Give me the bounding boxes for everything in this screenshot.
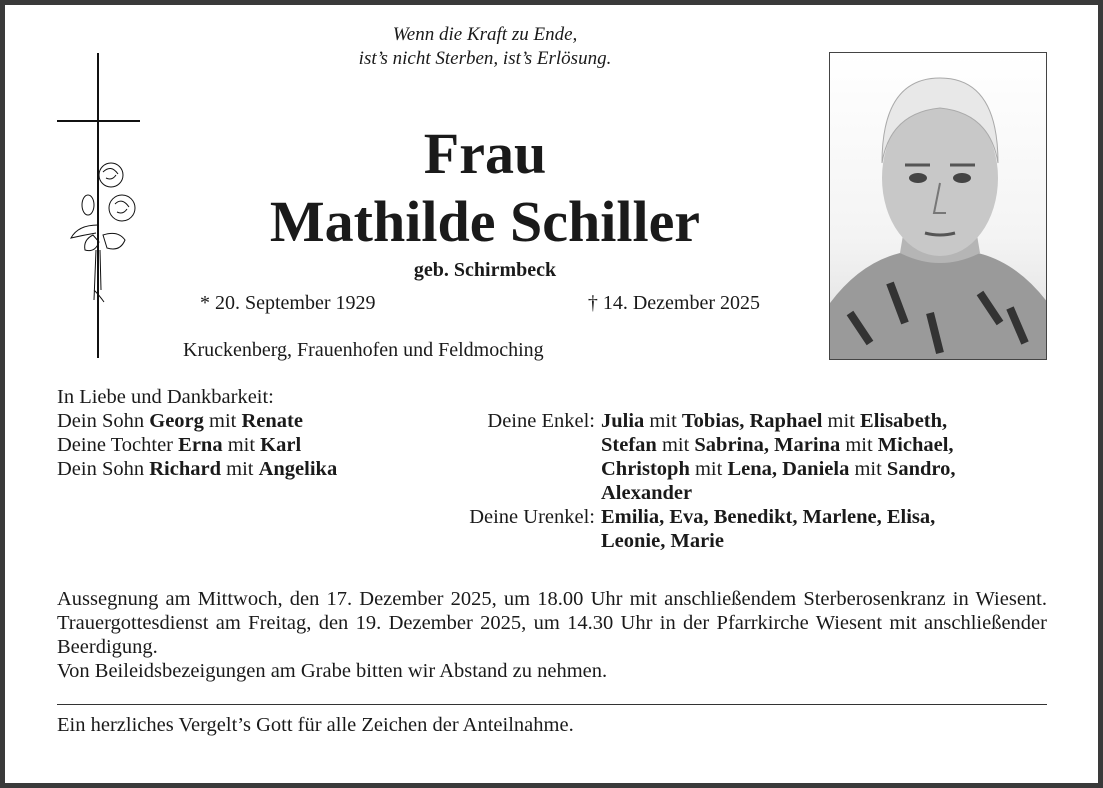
cross-with-roses-icon — [53, 50, 153, 365]
connector: mit — [822, 410, 861, 432]
name: Elisabeth, — [860, 410, 948, 432]
motto-line: Wenn die Kraft zu Ende, — [392, 24, 578, 45]
great-grandchildren-line: Leonie, Marie — [601, 530, 724, 552]
thanks-line: Ein herzliches Vergelt’s Gott für alle Zeichen der Anteilnahme. — [57, 714, 574, 736]
child-entry: Dein Sohn Richard mit Angelika — [57, 458, 338, 480]
grandchildren-line — [601, 457, 955, 481]
service-info — [57, 587, 1047, 683]
children-list — [57, 385, 337, 481]
name: Alexander — [601, 482, 693, 504]
grandchildren-labels — [305, 409, 595, 529]
birth-date: * 20. September 1929 — [200, 292, 376, 314]
condolence-note: Von Beileidsbezeigungen am Grabe bitten wir Abstand zu nehmen. — [57, 660, 608, 682]
motto-quote — [155, 23, 815, 71]
grandchildren-line — [601, 433, 955, 457]
places: Kruckenberg, Frauenhofen und Feldmoching — [183, 339, 544, 361]
name: Sabrina, Marina — [694, 434, 841, 456]
name: Lena, Daniela — [727, 458, 850, 480]
grandchildren-line — [601, 481, 955, 505]
name: Christoph — [601, 458, 690, 480]
birth-name: geb. Schirmbeck — [413, 259, 557, 281]
name: Julia — [601, 410, 645, 432]
service-details: Aussegnung am Mittwoch, den 17. Dezember 2025, um 18.00 Uhr mit anschließendem Sterberosenkranz in Wiesent. Trauergottesdienst am Freitag, den 19. Dezember 2025, um 14.30 Uhr in der Pfarrkirche Wiesent mit anschließender Beerdigung. — [57, 588, 1047, 658]
connector: mit — [689, 458, 728, 480]
portrait-photo — [829, 52, 1047, 360]
family-intro: In Liebe und Dankbarkeit: — [57, 386, 274, 408]
name: Sandro, — [886, 458, 956, 480]
obituary-notice — [5, 5, 1098, 783]
life-dates — [200, 292, 760, 315]
honorific: Frau — [423, 121, 547, 186]
grandchildren-label: Deine Enkel: — [487, 410, 595, 432]
grandchildren — [601, 409, 955, 505]
grandchildren-list — [601, 409, 955, 553]
connector: mit — [656, 434, 695, 456]
divider — [57, 704, 1047, 705]
name: Tobias, Raphael — [681, 410, 823, 432]
child-entry: Dein Sohn Georg mit Renate — [57, 410, 303, 432]
great-grandchildren-line: Emilia, Eva, Benedikt, Marlene, Elisa, — [601, 506, 936, 528]
grandchildren-line — [601, 409, 955, 433]
name: Stefan — [601, 434, 657, 456]
connector: mit — [849, 458, 887, 480]
great-grandchildren-label: Deine Urenkel: — [469, 506, 595, 528]
name: Michael, — [877, 434, 954, 456]
portrait-image — [830, 53, 1047, 360]
deceased-name: Mathilde Schiller — [269, 189, 701, 254]
great-grandchildren — [601, 505, 955, 553]
connector: mit — [644, 410, 682, 432]
motto-line: ist’s nicht Sterben, ist’s Erlösung. — [358, 48, 612, 69]
connector: mit — [840, 434, 878, 456]
child-entry: Deine Tochter Erna mit Karl — [57, 434, 302, 456]
death-date: † 14. Dezember 2025 — [587, 292, 760, 314]
